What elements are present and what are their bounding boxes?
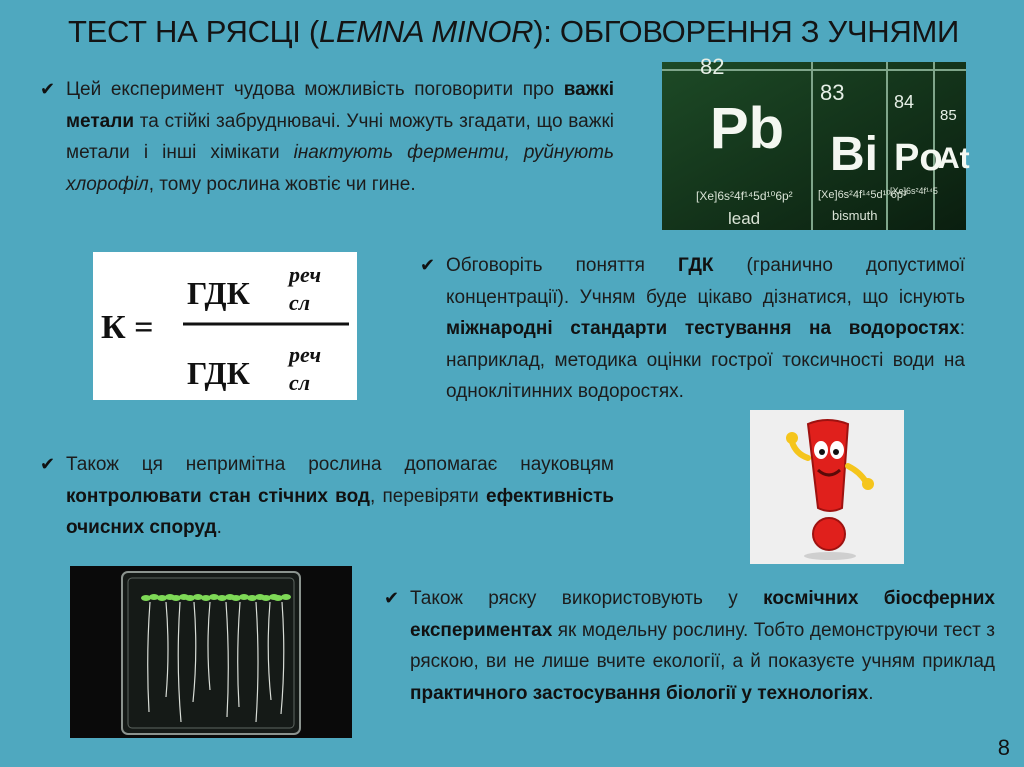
slide-title — [68, 10, 968, 54]
formula-bottom-sup: реч — [289, 342, 322, 367]
bullet-text: . — [216, 517, 222, 538]
page-number: 8 — [997, 735, 1010, 760]
bullet-bold-text: ГДК — [678, 255, 714, 276]
bullet-mpc — [420, 250, 965, 408]
title-latin-name: LEMNA MINOR — [318, 14, 534, 49]
bullet-bold-text: практичного застосування біології у технологіях — [410, 682, 869, 704]
element-config: [Xe]6s²4f¹⁴5 — [890, 186, 938, 196]
check-icon: ✔ — [384, 588, 400, 608]
bullet-text: (гранично допустимої концентрації). Учням буде цікаво дізнатися, що існують — [446, 255, 965, 308]
check-icon: ✔ — [420, 255, 436, 275]
bullet-text: Обговоріть поняття — [446, 255, 679, 276]
title-text-1: ТЕСТ НА РЯСЦІ ( — [68, 14, 319, 49]
formula-top-sub: сл — [289, 290, 311, 315]
bullet-wastewater — [40, 449, 614, 544]
formula-bottom-main: ГДК — [187, 355, 250, 391]
seedlings-petri-dish-image — [70, 566, 352, 738]
mpc-formula-image — [93, 252, 357, 400]
bullet-space-experiments — [384, 583, 995, 709]
bullet-bold-text: важкі метали — [66, 79, 614, 132]
periodic-table-image — [662, 54, 970, 230]
bullet-text: , перевіряти — [370, 485, 486, 507]
check-icon: ✔ — [40, 79, 56, 99]
element-number: 85 — [940, 107, 957, 124]
formula-top-main: ГДК — [187, 275, 250, 311]
check-icon: ✔ — [40, 454, 56, 474]
bullet-text: Також ряску використовують у — [410, 588, 764, 609]
bullet-text: Цей експеримент чудова можливість поговорити про — [66, 79, 564, 100]
element-number: 82 — [700, 54, 725, 79]
bullet-bold-text: міжнародні стандарти тестування на водоростях — [446, 318, 960, 339]
title-text-2: ): ОБГОВОРЕННЯ З УЧНЯМИ — [533, 14, 959, 49]
bullet-text: , тому рослина жовтіє чи гине. — [148, 173, 416, 195]
bullet-heavy-metals — [40, 74, 614, 200]
element-name: bismuth — [832, 208, 878, 223]
element-symbol-at: At — [938, 142, 970, 175]
bullet-text: та стійкі забруднювачі. Учні можуть згадати, що важкі метали і інші хімікати — [66, 110, 614, 163]
formula-top-sup: реч — [289, 262, 322, 287]
element-symbol-pb: Pb — [710, 96, 785, 161]
element-name: lead — [728, 209, 761, 228]
element-config: [Xe]6s²4f¹⁴5d¹⁰6p² — [696, 189, 793, 203]
element-number: 84 — [894, 92, 915, 112]
element-symbol-po: Po — [894, 137, 943, 179]
formula-lhs: К = — [101, 309, 154, 346]
formula-bottom-sub: сл — [289, 370, 311, 395]
exclamation-mascot-icon — [750, 410, 904, 564]
element-config: [Xe]6s²4f¹⁴5d¹⁰6p³ — [818, 189, 907, 201]
element-symbol-bi: Bi — [830, 128, 878, 181]
bullet-italic-text: інактують ферменти, руйнують хлорофіл — [66, 142, 614, 195]
bullet-text: як модельну рослину. Тобто демонструючи тест з ряскою, ви не лише вчите екології, а й показуєте учням приклад — [410, 619, 995, 672]
bullet-text: Також ця непримітна рослина допомагає науковцям — [66, 454, 614, 475]
bullet-text: . — [868, 682, 874, 704]
bullet-bold-text: контролювати стан стічних вод — [66, 485, 370, 507]
seedling-leaf — [281, 594, 291, 600]
bullet-bold-text: ефективність очисних споруд — [66, 485, 614, 538]
element-number: 83 — [820, 80, 845, 105]
bullet-bold-text: космічних біосферних експериментах — [410, 588, 995, 641]
bullet-text: : наприклад, методика оцінки гострої токсичності води на одноклітинних водоростях. — [446, 318, 965, 402]
